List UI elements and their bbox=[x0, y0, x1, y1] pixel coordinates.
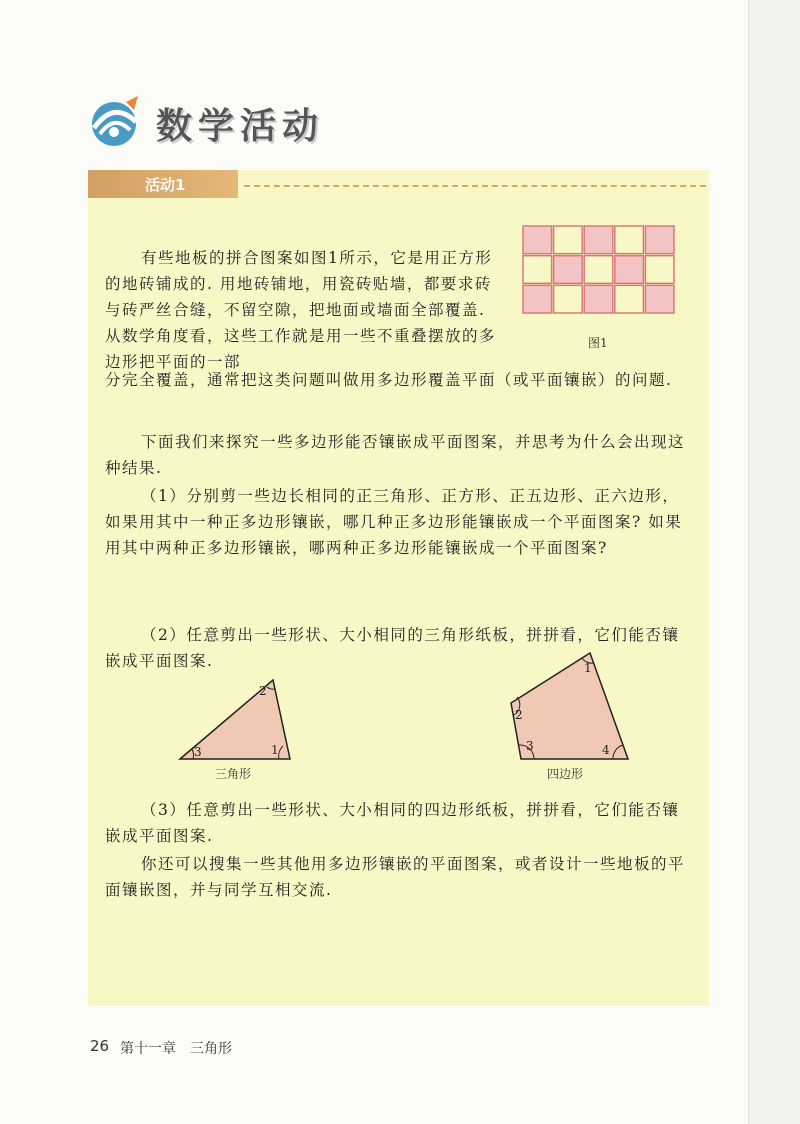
section-header bbox=[86, 92, 386, 152]
quad-angle-2: 2 bbox=[515, 708, 523, 722]
paragraph-extension: 你还可以搜集一些其他用多边形镶嵌的平面图案，或者设计一些地板的平面镶嵌图，并与同学互相交流. bbox=[105, 855, 686, 899]
grid-tile bbox=[615, 285, 644, 313]
chapter-title: 第十一章 三角形 bbox=[120, 1041, 232, 1057]
triangle-figure bbox=[170, 670, 300, 765]
grid-tile bbox=[554, 285, 583, 313]
grid-tile bbox=[584, 256, 613, 284]
grid-tile bbox=[615, 226, 644, 254]
quad-angle-4: 4 bbox=[602, 743, 610, 757]
quad-angle-1: 1 bbox=[584, 661, 592, 675]
figure-1-caption: 图1 bbox=[588, 336, 608, 350]
paragraph-intro-continued: 分完全覆盖，通常把这类问题叫做用多边形覆盖平面（或平面镶嵌）的问题. bbox=[105, 371, 673, 389]
grid-tile bbox=[645, 285, 674, 313]
page-edge-strip bbox=[748, 0, 800, 1124]
page-number: 26 bbox=[90, 1037, 110, 1055]
paragraph-task-2: （2）任意剪出一些形状、大小相同的三角形纸板，拼拼看，它们能否镶嵌成平面图案. bbox=[105, 626, 680, 670]
grid-tile bbox=[554, 226, 583, 254]
grid-tile bbox=[554, 256, 583, 284]
grid-tile bbox=[523, 226, 552, 254]
quadrilateral-figure bbox=[505, 645, 635, 765]
triangle-angle-3: 3 bbox=[194, 745, 202, 759]
paragraph-explore: 下面我们来探究一些多边形能否镶嵌成平面图案，并思考为什么会出现这种结果. bbox=[105, 433, 686, 477]
grid-tile bbox=[645, 226, 674, 254]
triangle-angle-1: 1 bbox=[271, 743, 279, 757]
grid-tile bbox=[584, 226, 613, 254]
section-title: 数学活动 bbox=[156, 106, 325, 147]
grid-tile bbox=[645, 256, 674, 284]
tile-grid-figure bbox=[522, 225, 675, 314]
grid-tile bbox=[615, 256, 644, 284]
quadrilateral-caption: 四边形 bbox=[547, 767, 584, 781]
math-activity-icon bbox=[86, 92, 146, 152]
activity-divider bbox=[244, 185, 706, 187]
activity-label: 活动1 bbox=[145, 176, 186, 194]
grid-tile bbox=[584, 285, 613, 313]
quad-angle-3: 3 bbox=[526, 739, 534, 753]
paragraph-task-3: （3）任意剪出一些形状、大小相同的四边形纸板，拼拼看，它们能否镶嵌成平面图案. bbox=[105, 801, 680, 845]
triangle-caption: 三角形 bbox=[215, 767, 252, 781]
paragraph-intro: 有些地板的拼合图案如图1所示，它是用正方形的地砖铺成的. 用地砖铺地，用瓷砖贴墙，都要求砖与砖严丝合缝，不留空隙，把地面或墙面全部覆盖. 从数学角度看，这些工作就是用一些不重叠摆放的多边形把平面的一部 bbox=[105, 249, 497, 371]
grid-tile bbox=[523, 285, 552, 313]
paragraph-task-1: （1）分别剪一些边长相同的正三角形、正方形、正五边形、正六边形，如果用其中一种正多边形镶嵌，哪几种正多边形能镶嵌成一个平面图案? 如果用其中两种正多边形镶嵌，哪两种正多边形能镶嵌成一个平面图案? bbox=[105, 487, 683, 557]
grid-tile bbox=[523, 256, 552, 284]
triangle-angle-2: 2 bbox=[259, 684, 267, 698]
